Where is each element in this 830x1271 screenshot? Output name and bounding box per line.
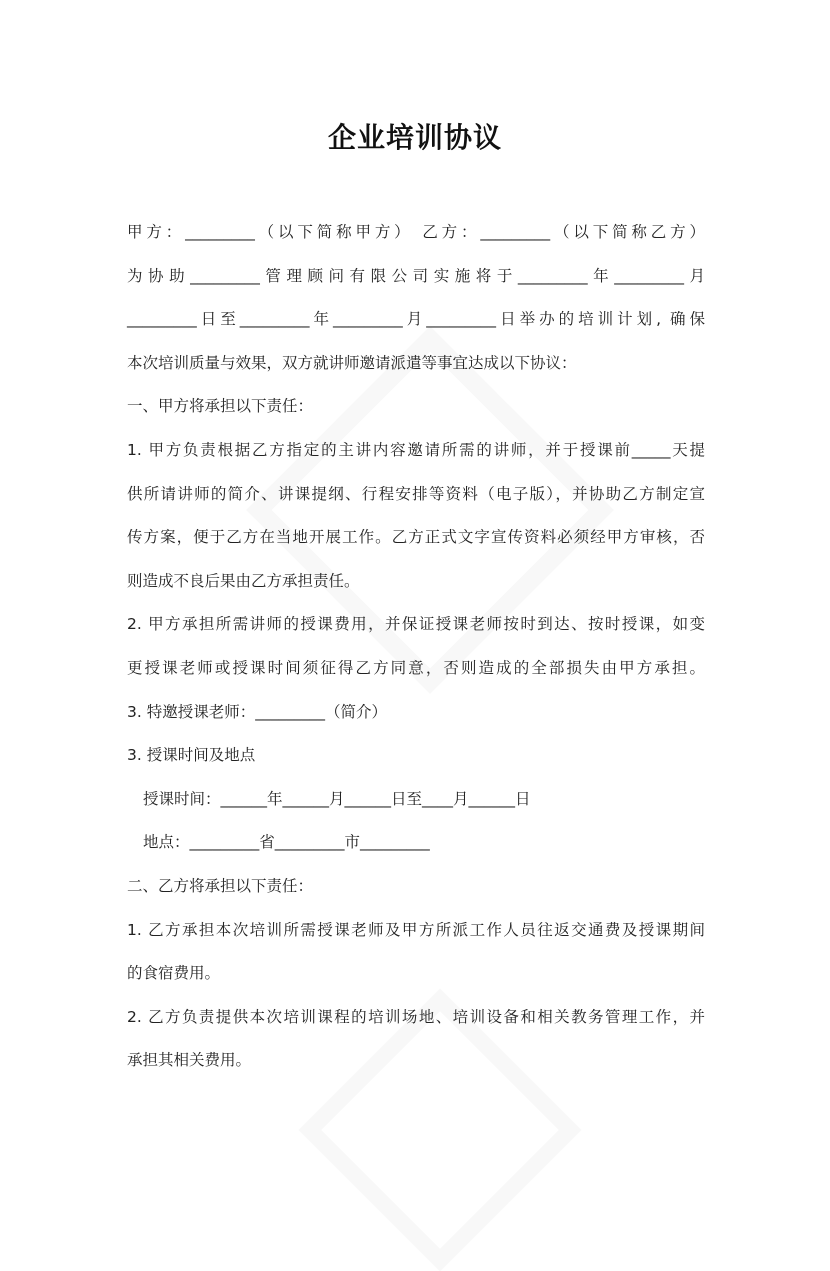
text-line: 则造成不良后果由乙方承担责任。 xyxy=(127,571,360,590)
text-line: 1. 乙方承担本次培训所需授课老师及甲方所派工作人员往返交通费及授课期间 xyxy=(127,920,705,939)
text-line: 1. 甲方负责根据乙方指定的主讲内容邀请所需的讲师，并于授课前_____天提 xyxy=(127,441,705,459)
text-line: 传方案，便于乙方在当地开展工作。乙方正式文字宣传资料必须经甲方审核，否 xyxy=(127,528,705,547)
text-line: 甲方：_________（以下简称甲方） 乙方：_________（以下简称乙方） xyxy=(127,223,705,241)
text-line: 为协助_________管理顾问有限公司实施将于_________年_________月 xyxy=(127,266,705,285)
text-line: 二、乙方将承担以下责任： xyxy=(127,877,314,895)
text-line: 2. 甲方承担所需讲师的授课费用，并保证授课老师按时到达、按时授课，如变 xyxy=(127,615,705,634)
watermark xyxy=(246,326,614,694)
text-line: 地点：_________省_________市_________ xyxy=(143,833,430,852)
text-line: 的食宿费用。 xyxy=(127,964,221,983)
text-line: _________日至_________年_________月_________日举办的培训计划, 确保 xyxy=(127,310,705,329)
text-line: 更授课老师或授课时间须征得乙方同意，否则造成的全部损失由甲方承担。 xyxy=(127,659,705,677)
watermark xyxy=(299,989,582,1271)
text-line: 3. 特邀授课老师：_________（简介） xyxy=(127,702,387,721)
text-line: 本次培训质量与效果，双方就讲师邀请派遣等事宜达成以下协议： xyxy=(127,353,577,372)
document-title: 企业培训协议 xyxy=(327,121,502,154)
text-line: 授课时间：______年______月______日至____月______日 xyxy=(143,789,531,808)
text-line: 2. 乙方负责提供本次培训课程的培训场地、培训设备和相关教务管理工作，并 xyxy=(127,1007,705,1026)
text-line: 承担其相关费用。 xyxy=(127,1051,252,1070)
text-line: 供所请讲师的简介、讲课提纲、行程安排等资料（电子版），并协助乙方制定宣 xyxy=(127,484,705,503)
text-line: 3. 授课时间及地点 xyxy=(127,746,256,765)
text-line: 一、甲方将承担以下责任： xyxy=(127,397,314,416)
